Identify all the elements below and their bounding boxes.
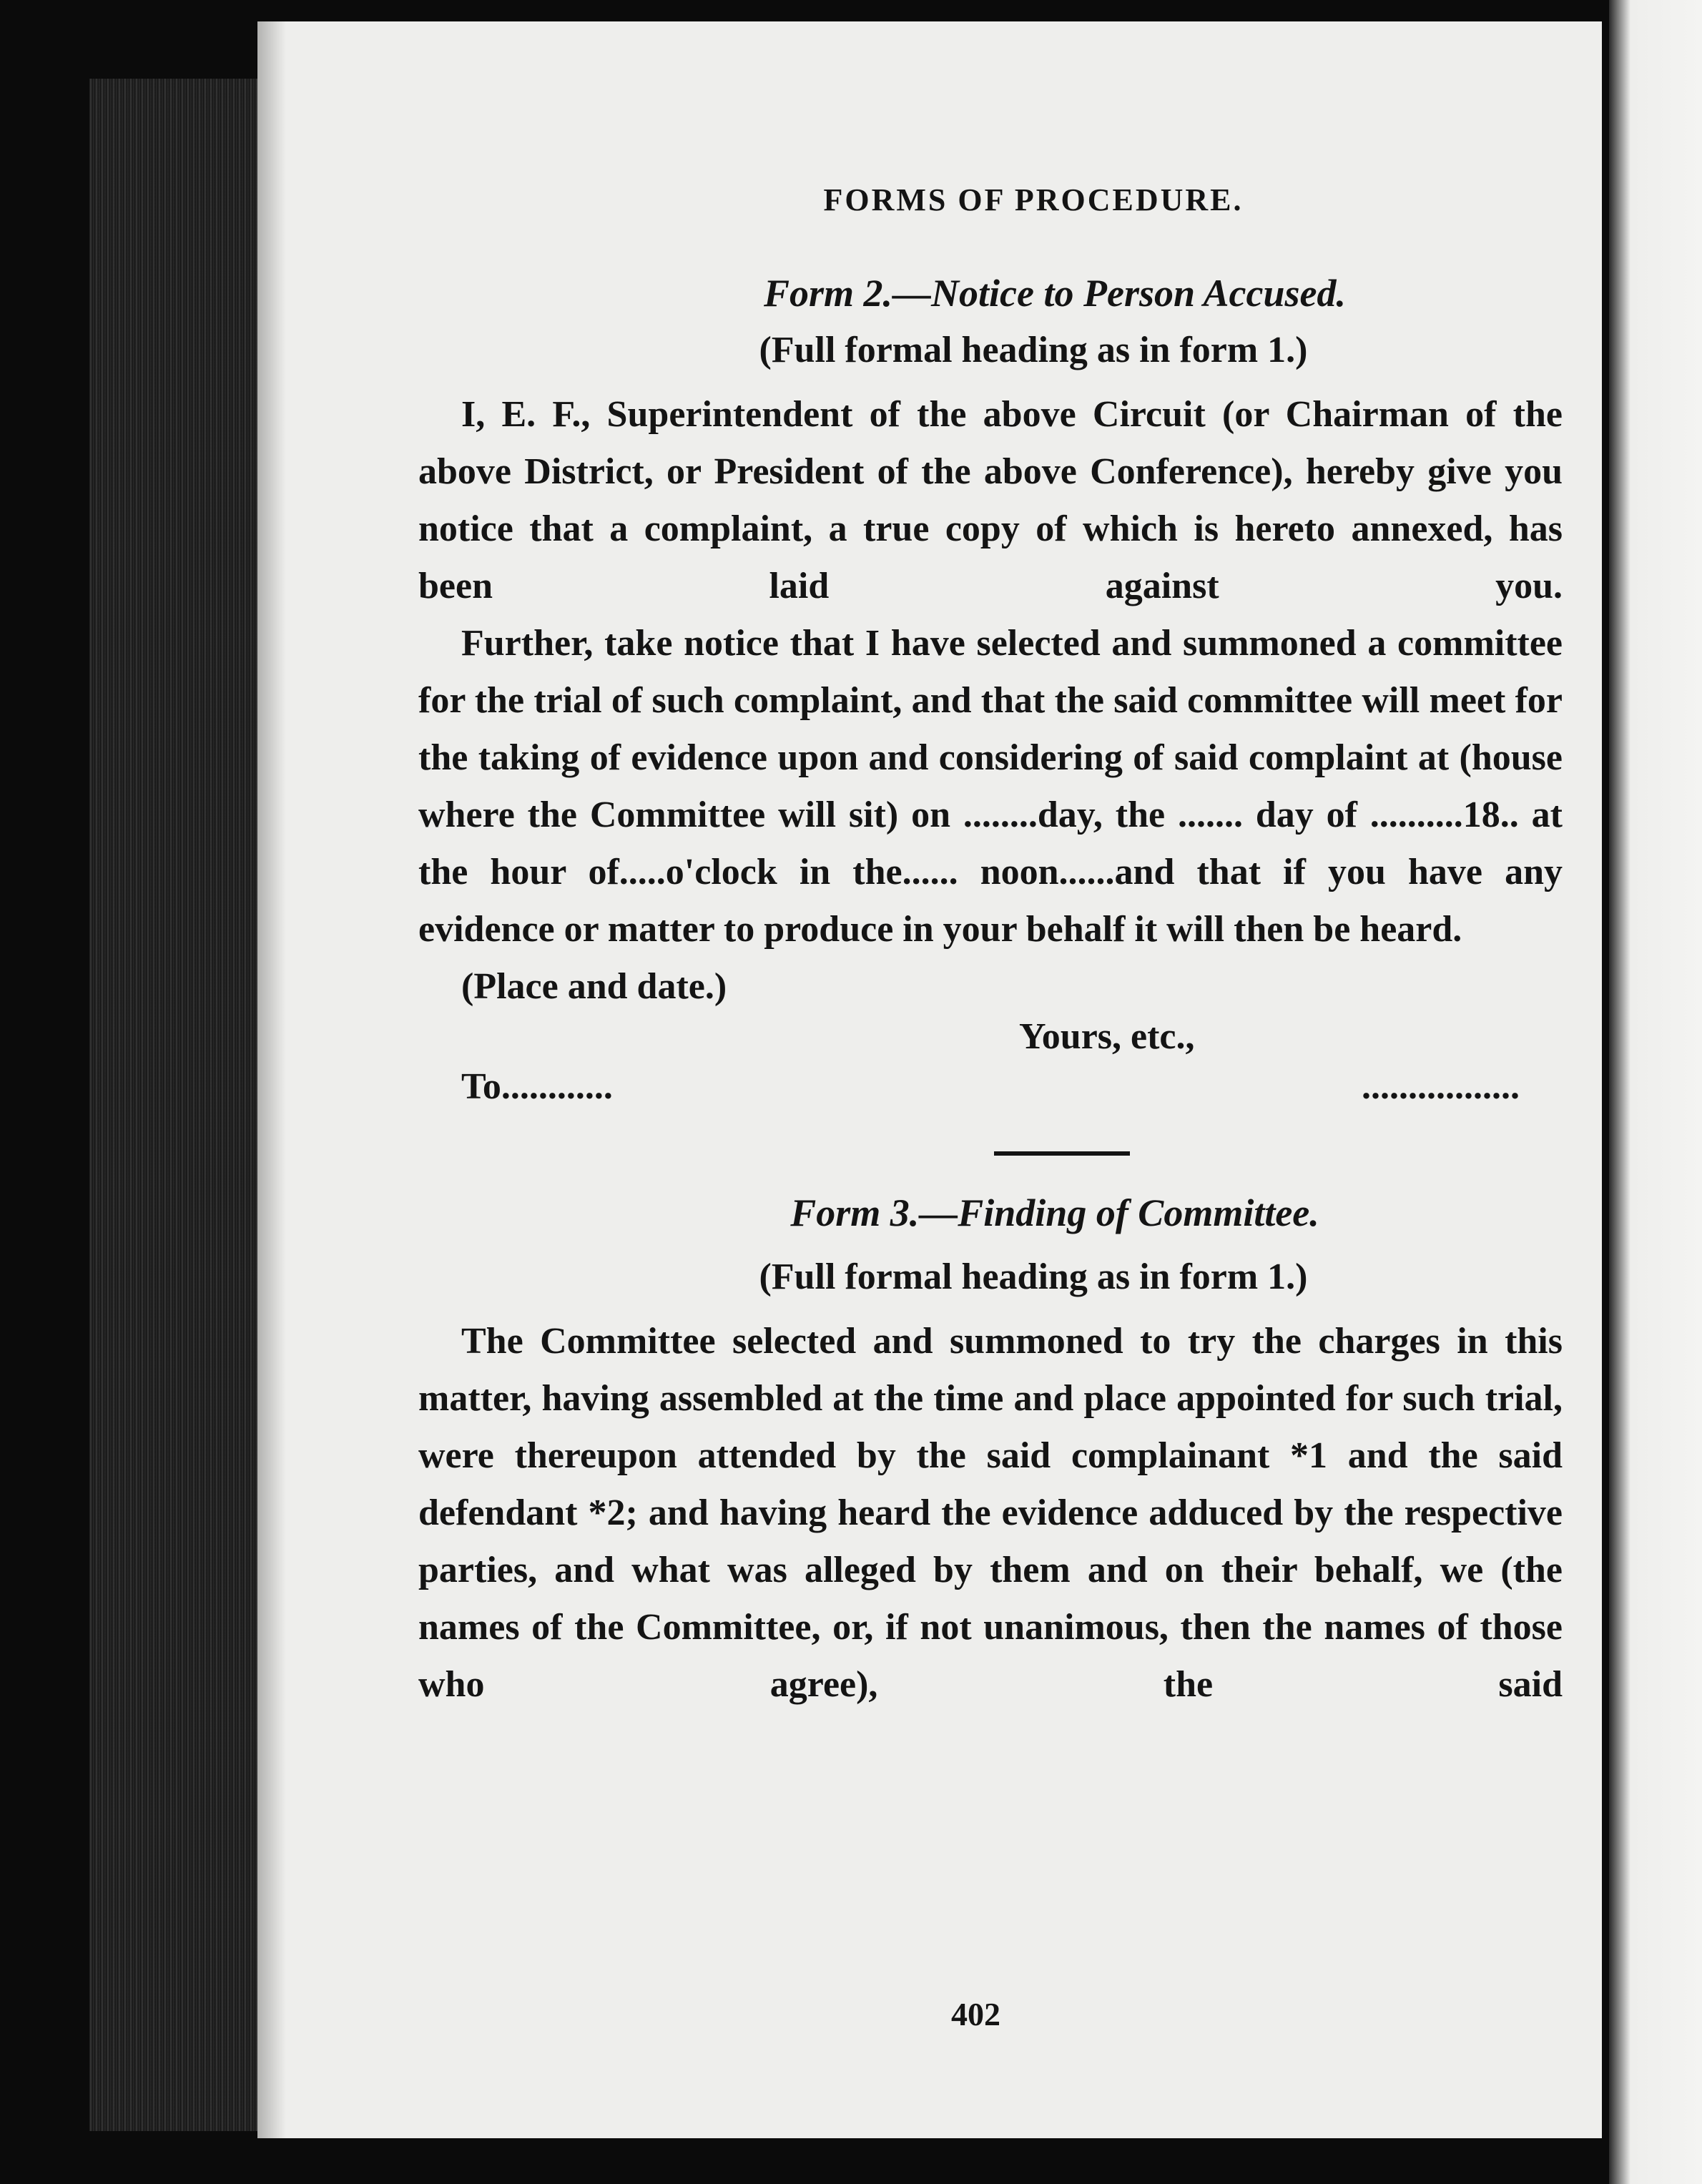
running-head: FORMS OF PROCEDURE.	[823, 182, 1244, 217]
gutter-shadow	[257, 21, 286, 2138]
page-number: 402	[951, 1996, 1000, 2032]
form2-to-label: To............	[461, 1066, 613, 1107]
page-text	[418, 172, 1563, 1713]
form2-paragraph1: I, E. F., Superintendent of the above Circuit (or Chairman of the above District, or President of the above Conference), hereby give you notice that a complaint, a true copy of which is hereto annexed, has been laid against you.	[418, 394, 1563, 606]
form2-signature-line: .................	[1362, 1066, 1520, 1107]
form2-address-row	[461, 1058, 1563, 1116]
page-edges	[89, 79, 261, 2131]
form3-subheading: (Full formal heading as in form 1.)	[759, 1256, 1308, 1297]
section-divider	[994, 1151, 1130, 1156]
form2-subheading: (Full formal heading as in form 1.)	[759, 330, 1308, 370]
form2-title: Form 2.—Notice to Person Accused.	[764, 272, 1346, 315]
form3-title: Form 3.—Finding of Committee.	[790, 1191, 1319, 1234]
form2-place-date: (Place and date.)	[461, 966, 727, 1007]
form3-paragraph1: The Committee selected and summoned to try the charges in this matter, having assembled at the time and place appointed for such trial, were thereupon attended by the said complainant *1 and the said defendant *2; and having heard the evidence adduced by the respective parties, and what was alleged by them and on their behalf, we (the names of the Committee, or, if not unanimous, then the names of those who agree), the said	[418, 1321, 1563, 1705]
form2-closing: Yours, etc.,	[1019, 1016, 1195, 1057]
form2-paragraph2: Further, take notice that I have selected and summoned a committee for the trial of such complaint, and that the said committee will meet for the taking of evidence upon and considering of said complaint at (house where the Committee will sit) on ........day, the ....... day of ..........18.. at the hour of.....o'clock in the...... noon......and that if you have any evidence or matter to produce in your behalf it will then be heard.	[418, 623, 1563, 950]
facing-page-edge	[1609, 0, 1702, 2184]
